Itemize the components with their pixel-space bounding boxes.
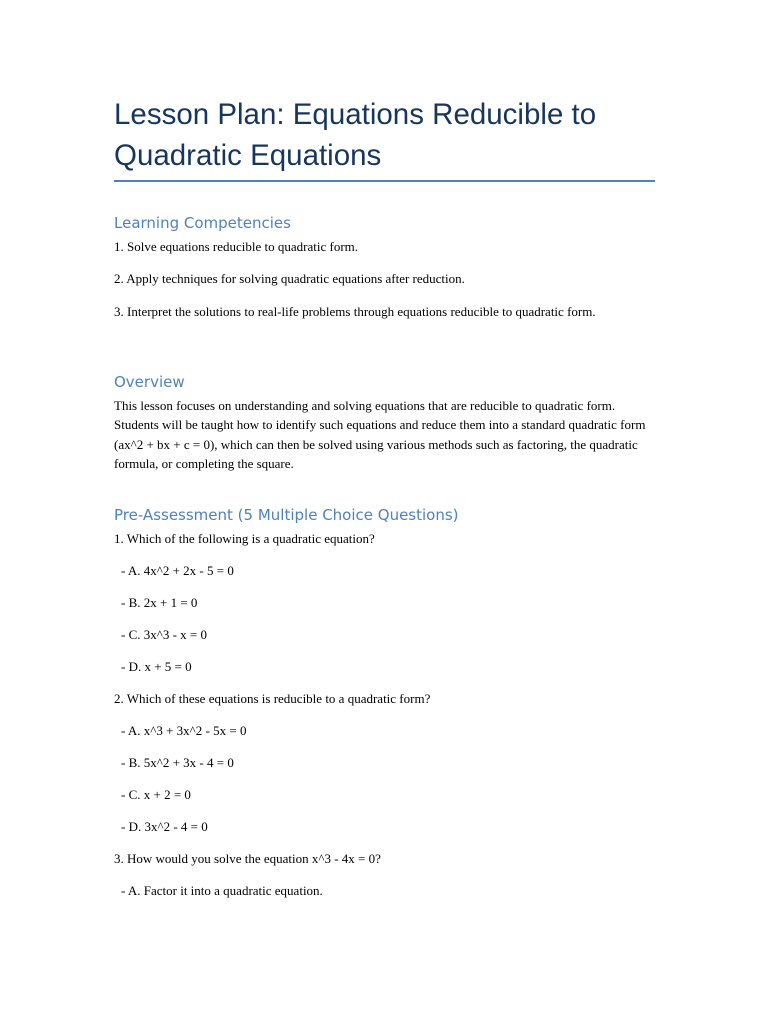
competency-item: 3. Interpret the solutions to real-life problems through equations reducible to quadratic form. [114,304,596,319]
answer-option: - C. x + 2 = 0 [121,787,191,802]
question-text: 3. How would you solve the equation x^3 - 4x = 0? [114,851,381,866]
competency-item: 1. Solve equations reducible to quadratic form. [114,239,359,254]
overview-paragraph: This lesson focuses on understanding and solving equations that are reducible to quadratic form. Students will be taught how to identify such equations and reduce them into a standard quadratic form (ax^2 + bx + c = 0), which can then be solved using various methods such as factoring, the quadratic formula, or completing the square. [114,398,646,471]
document-title: Lesson Plan: Equations Reducible to Quadratic Equations [114,98,597,172]
question-text: 2. Which of these equations is reducible to a quadratic form? [114,691,431,706]
answer-option: - B. 5x^2 + 3x - 4 = 0 [121,755,234,770]
answer-option: - A. Factor it into a quadratic equation. [121,883,323,898]
section-heading-overview: Overview [114,373,185,391]
answer-option: - D. x + 5 = 0 [121,659,192,674]
competency-item: 2. Apply techniques for solving quadratic equations after reduction. [114,271,465,286]
answer-option: - D. 3x^2 - 4 = 0 [121,819,208,834]
section-heading-competencies: Learning Competencies [114,214,291,232]
answer-option: - A. x^3 + 3x^2 - 5x = 0 [121,723,247,738]
answer-option: - C. 3x^3 - x = 0 [121,627,208,642]
answer-option: - B. 2x + 1 = 0 [121,595,198,610]
section-heading-pre-assessment: Pre-Assessment (5 Multiple Choice Questions) [114,506,459,524]
answer-option: - A. 4x^2 + 2x - 5 = 0 [121,563,234,578]
question-text: 1. Which of the following is a quadratic equation? [114,531,375,546]
title-divider [114,180,655,182]
